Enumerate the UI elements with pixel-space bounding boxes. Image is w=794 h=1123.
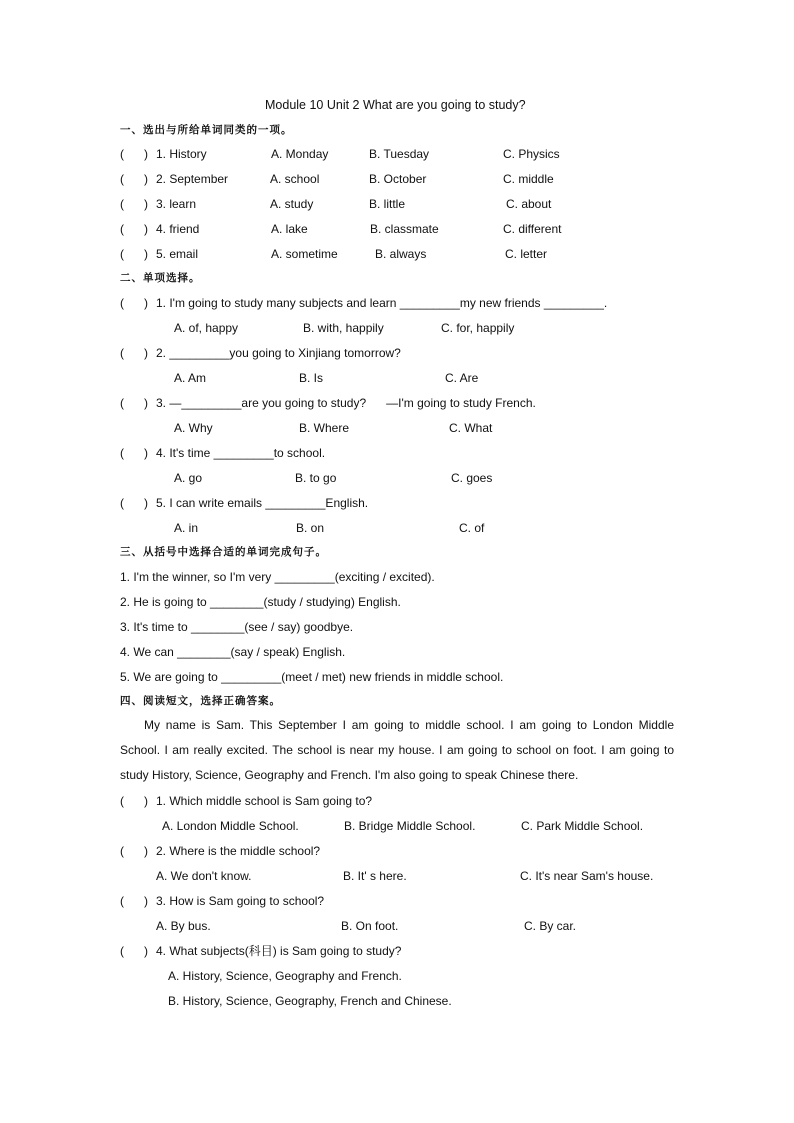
s4-q3-paren: ( ) <box>120 894 148 908</box>
s2-q1-option-c: C. for, happily <box>441 321 515 335</box>
s1-q3-option-a: A. study <box>270 197 314 211</box>
s4-q2-option-c: C. It's near Sam's house. <box>520 869 654 883</box>
s1-q2-paren: ( ) <box>120 172 148 186</box>
s2-q2-option-a: A. Am <box>174 371 207 385</box>
s1-q5-option-c: C. letter <box>505 247 548 261</box>
s1-q4-option-c: C. different <box>503 222 562 236</box>
section4-heading: 四、阅读短文，选择正确答案。 <box>120 695 281 707</box>
s1-q4-paren: ( ) <box>120 222 148 236</box>
s3-sentence-1: 1. I'm the winner, so I'm very _________(exciting / excited). <box>120 570 435 584</box>
s4-q2-question: 2. Where is the middle school? <box>156 844 321 858</box>
s1-q5-option-a: A. sometime <box>271 247 338 261</box>
s4-q3-option-c: C. By car. <box>524 919 577 933</box>
s2-q1-option-b: B. with, happily <box>303 321 384 335</box>
s1-q3-option-b: B. little <box>369 197 406 211</box>
s4-q4-option-a: A. History, Science, Geography and French. <box>168 969 402 983</box>
section3-heading: 三、从括号中选择合适的单词完成句子。 <box>120 546 327 558</box>
s1-q2-option-b: B. October <box>369 172 427 186</box>
s1-q3-paren: ( ) <box>120 197 148 211</box>
s2-q3-option-c: C. What <box>449 421 493 435</box>
s1-q4-option-b: B. classmate <box>370 222 439 236</box>
s4-q1-question: 1. Which middle school is Sam going to? <box>156 794 373 808</box>
s4-q1-option-a: A. London Middle School. <box>162 819 299 833</box>
s1-q4-option-a: A. lake <box>271 222 308 236</box>
s4-q4-option-b: B. History, Science, Geography, French and Chinese. <box>168 994 452 1008</box>
reading-passage: My name is Sam. This September I am going to middle school. I am going to London Middle School. I am really excited. The school is near my house. I am going to school on foot. I am going to study History, Science, Geography and French. I'm also going to speak Chinese there. <box>120 718 674 782</box>
s2-q2-question: 2. _________you going to Xinjiang tomorrow? <box>156 346 401 360</box>
s3-sentence-3: 3. It's time to ________(see / say) goodbye. <box>120 620 354 634</box>
s2-q4-paren: ( ) <box>120 446 148 460</box>
s2-q5-option-a: A. in <box>174 521 199 535</box>
s4-q1-paren: ( ) <box>120 794 148 808</box>
s2-q3-option-b: B. Where <box>299 421 350 435</box>
s2-q3-option-a: A. Why <box>174 421 213 435</box>
s1-q2-option-a: A. school <box>270 172 320 186</box>
section1-heading: 一、选出与所给单词同类的一项。 <box>120 124 293 136</box>
s2-q5-paren: ( ) <box>120 496 148 510</box>
s2-q5-option-b: B. on <box>296 521 325 535</box>
section2-heading: 二、单项选择。 <box>120 272 201 284</box>
s4-q2-option-a: A. We don't know. <box>156 869 252 883</box>
s2-q2-option-b: B. Is <box>299 371 324 385</box>
s4-q2-option-b: B. It' s here. <box>343 869 407 883</box>
s2-q5-question: 5. I can write emails _________English. <box>156 496 369 510</box>
s1-q1-option-c: C. Physics <box>503 147 560 161</box>
s1-q1-question: 1. History <box>156 147 207 161</box>
s2-q4-question: 4. It's time _________to school. <box>156 446 326 460</box>
s2-q1-question: 1. I'm going to study many subjects and learn _________my new friends _________. <box>156 296 608 310</box>
s4-q3-option-a: A. By bus. <box>156 919 211 933</box>
s2-q1-option-a: A. of, happy <box>174 321 239 335</box>
s4-q1-option-b: B. Bridge Middle School. <box>344 819 476 833</box>
s1-q1-option-b: B. Tuesday <box>369 147 430 161</box>
s2-q4-option-b: B. to go <box>295 471 337 485</box>
s2-q4-option-a: A. go <box>174 471 203 485</box>
s4-q3-question: 3. How is Sam going to school? <box>156 894 325 908</box>
s1-q3-option-c: C. about <box>506 197 552 211</box>
s4-q1-option-c: C. Park Middle School. <box>521 819 644 833</box>
s1-q5-option-b: B. always <box>375 247 427 261</box>
s1-q4-question: 4. friend <box>156 222 200 236</box>
s4-q4-question: 4. What subjects(科目) is Sam going to study? <box>156 944 402 958</box>
s1-q1-paren: ( ) <box>120 147 148 161</box>
s3-sentence-2: 2. He is going to ________(study / studying) English. <box>120 595 401 609</box>
s1-q5-question: 5. email <box>156 247 199 261</box>
s2-q5-option-c: C. of <box>459 521 485 535</box>
s2-q3-question: 3. —_________are you going to study? —I'm going to study French. <box>156 396 536 410</box>
s1-q5-paren: ( ) <box>120 247 148 261</box>
page-title: Module 10 Unit 2 What are you going to study? <box>265 98 526 112</box>
s2-q3-paren: ( ) <box>120 396 148 410</box>
s3-sentence-5: 5. We are going to _________(meet / met) new friends in middle school. <box>120 670 504 684</box>
s2-q2-paren: ( ) <box>120 346 148 360</box>
s2-q1-paren: ( ) <box>120 296 148 310</box>
s1-q1-option-a: A. Monday <box>271 147 329 161</box>
s1-q3-question: 3. learn <box>156 197 197 211</box>
s4-q2-paren: ( ) <box>120 844 148 858</box>
s2-q4-option-c: C. goes <box>451 471 493 485</box>
s2-q2-option-c: C. Are <box>445 371 479 385</box>
s4-q4-paren: ( ) <box>120 944 148 958</box>
s4-q3-option-b: B. On foot. <box>341 919 399 933</box>
s1-q2-question: 2. September <box>156 172 229 186</box>
s1-q2-option-c: C. middle <box>503 172 554 186</box>
s3-sentence-4: 4. We can ________(say / speak) English. <box>120 645 346 659</box>
